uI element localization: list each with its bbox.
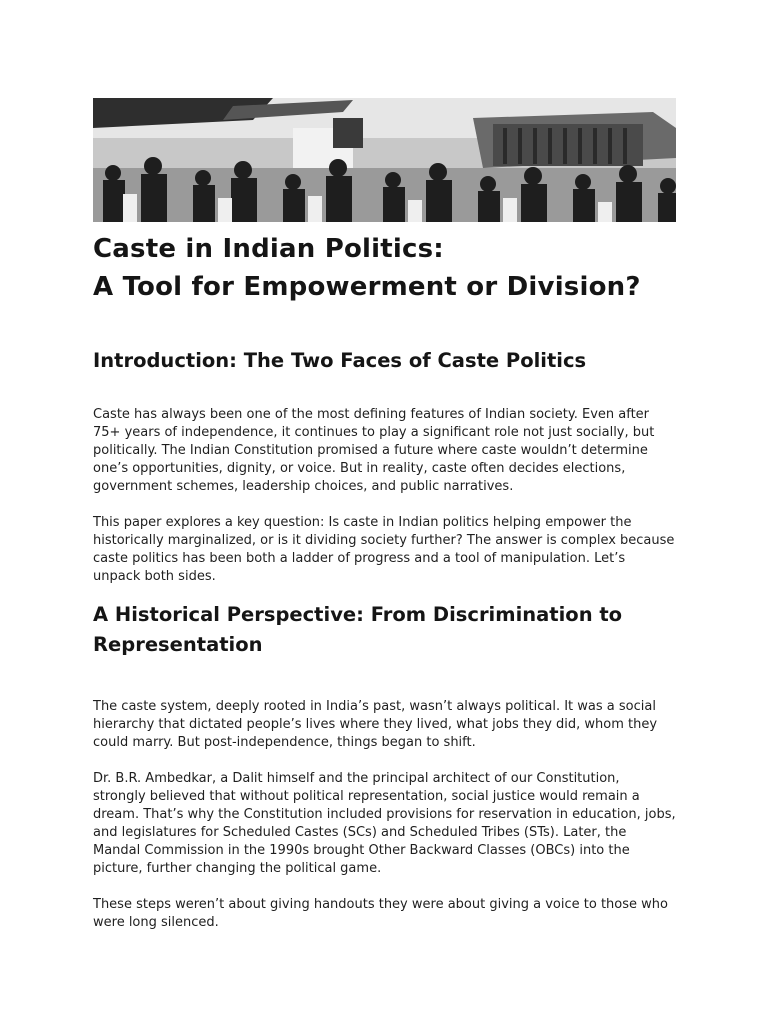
document-page [93,98,676,932]
title-line-2: A Tool for Empowerment or Division? [93,272,641,302]
paragraph: The caste system, deeply rooted in India’s past, wasn’t always political. It was a social hierarchy that dictated people’s lives where they lived, what jobs they did, whom they could marry. But post-independence, things began to shift. [93,699,658,750]
section-heading-introduction: Introduction: The Two Faces of Caste Politics [93,349,587,372]
document-title [93,230,676,306]
header-photo [93,98,676,222]
paragraph: These steps weren’t about giving handouts they were about giving a voice to those who were long silenced. [93,897,668,930]
paragraph: This paper explores a key question: Is caste in Indian politics helping empower the historically marginalized, or is it dividing society further? The answer is complex because caste politics has been both a ladder of progress and a tool of manipulation. Let’s unpack both sides. [93,515,675,584]
section-heading-historical-perspective: A Historical Perspective: From Discrimination to Representation [93,603,623,656]
paragraph: Caste has always been one of the most defining features of Indian society. Even after 75+ years of independence, it continues to play a significant role not just socially, but politically. The Indian Constitution promised a future where caste wouldn’t determine one’s opportunities, dignity, or voice. But in reality, caste often decides elections, government schemes, leadership choices, and public narratives. [93,407,655,494]
paragraph: Dr. B.R. Ambedkar, a Dalit himself and the principal architect of our Constitution, strongly believed that without political representation, social justice would remain a dream. That’s why the Constitution included provisions for reservation in education, jobs, and legislatures for Scheduled Castes (SCs) and Scheduled Tribes (STs). Later, the Mandal Commission in the 1990s brought Other Backward Classes (OBCs) into the picture, further changing the political game. [93,771,676,876]
title-line-1: Caste in Indian Politics: [93,234,444,264]
